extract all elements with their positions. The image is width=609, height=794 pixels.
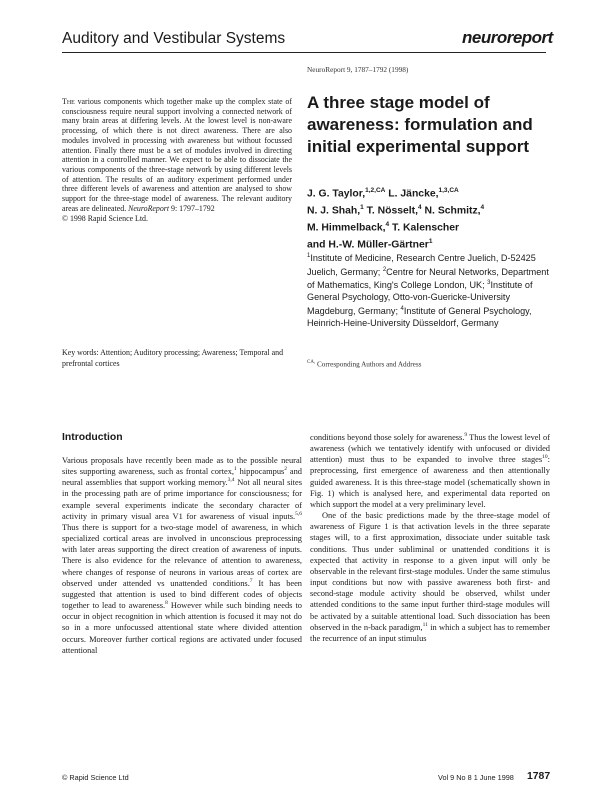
affil-sup: 2 [382,266,387,273]
text-run: Various proposals have recently been made as to the possible neural sites supporting awareness, such as frontal cortex, [62,456,302,477]
corresponding-text: Corresponding Authors and Address [315,360,422,369]
author: N. Schmitz, [421,205,481,217]
abstract-ref-tail: 9: 1797–1792 [169,203,215,213]
abstract [62,97,292,223]
keywords-text: Attention; Auditory processing; Awareness; Temporal and prefrontal cortices [62,348,284,368]
text-run: Thus the lowest level of awareness (which we tentatively identify with unfocused or divided attention) must thus to be expanded to involve three stages [310,433,550,465]
text-run: : preprocessing, first emergence of awareness and then attentionally guided awareness. It is this three-stage model (schematically shown in Fig. 1) which is analysed here, and experimental data reported on which support the model at a very preliminary level. [310,455,550,509]
corresponding-note [307,360,421,368]
author-affil-sup: 4 [480,203,485,211]
citation-sup: 7 [249,577,253,584]
text-run: Thus there is support for a two-stage model of awareness, in which specialized cortical areas are involved in unconscious preprocessing with later areas supporting the direct creation of awareness of inputs. There is also evidence for the relevance of attention to awareness, where changes of response of neurons in various areas of cortex are observed under attended vs unattended conditions. [62,522,302,588]
author: L. Jäncke, [385,188,439,200]
citation: NeuroReport 9, 1787–1792 (1998) [307,65,409,74]
affiliation: Institute of General Psychology, Heinrich-Heine-University Düsseldorf, Germany [307,305,532,328]
author: and H.-W. Müller-Gärtner [307,239,429,251]
abstract-lead: The [62,97,75,106]
paragraph [310,432,550,510]
affiliation: Institute of General Psychology, Otto-von-Guericke-University Magdeburg, Germany; [307,280,533,316]
article-title: A three stage model of awareness: formulation and initial experimental support [307,93,533,156]
affil-sup: 4 [400,305,404,312]
abstract-journal-ref: NeuroReport [128,203,170,213]
text-run: It has been suggested that attention is used to bind different codes of objects together to lead to awareness. [62,578,302,611]
text-run: and neural assemblies that support working memory. [62,467,302,488]
affiliation: Centre for Neural Networks, Department of Mathematics, King's College London, UK; [307,266,549,291]
text-run: Not all neural sites in the processing path are of prime importance for consciousness; for example several experiments indicate the secondary character of activity in primary visual area V1 for awareness of visual inputs. [62,478,302,521]
author: T. Nösselt, [363,205,419,217]
author: T. Kalenscher [389,222,460,234]
citation-sup: 9 [464,432,468,439]
citation-sup: 1 [234,466,237,473]
text-run: One of the basic predictions made by the three-stage model of awareness of Figure 1 is that activation levels in the three separate stages will, to a first approximation, dissociate under suitable task conditions. Thus under subliminal or unattended conditions it is expected that activity in response to a given input will only be observable in the relevant first-stage modules. Under the same stimulus input conditions but now with passive awareness both first- and second-stage module activity should be observed, whilst under attended conditions to the same input further third-stage modules will be activated by a suitable attentional load. Such dissociation has been observed in the n-back paradigm, [310,511,550,632]
keywords [62,348,292,369]
section-header: Auditory and Vestibular Systems [62,30,286,47]
text-run: However while such binding needs to occur in object recognition in which attention is focused it may not do so in a more unfocussed attentional state where divided attention occurs. Moreover further cortical regions are activated under focused attentional [62,601,302,655]
author-affil-sup: 1,2,CA [365,187,386,194]
text-run: conditions beyond those solely for awareness. [310,433,465,442]
citation-sup: 10 [542,454,548,461]
author-affil-sup: 1,3,CA [438,187,459,194]
journal-logo: neuroreport [462,28,553,47]
citation-sup: 5,6 [295,510,302,517]
affiliations [307,251,552,329]
affil-sup: 1 [307,253,311,259]
affiliation: Institute of Medicine, Research Centre Juelich, D-52425 Juelich, Germany; [307,253,536,277]
body-column-right [310,432,550,644]
footer-volume: Vol 9 No 8 1 June 1998 [438,773,514,782]
citation-sup: 8 [165,600,168,607]
author-affil-sup: 4 [418,203,422,211]
author: N. J. Shah, [307,205,361,217]
citation-sup: 2 [284,466,288,473]
citation-sup: 3,4 [227,477,235,484]
author: J. G. Taylor, [307,188,366,200]
author-affil-sup: 1 [428,237,433,245]
citation-sup: 11 [422,621,428,628]
abstract-copyright: © 1998 Rapid Science Ltd. [62,213,148,223]
header-rule [62,52,546,53]
corresponding-sup: CA, [307,360,316,365]
author-affil-sup: 1 [360,203,364,211]
section-heading-introduction: Introduction [62,432,123,443]
affil-sup: 3 [487,280,491,287]
author-list [307,184,547,252]
text-run: hippocampus [236,467,285,477]
keywords-label: Key words: [62,348,99,357]
paragraph [62,455,302,656]
text-run: in which a subject has to remember the recurrence of an input stimulus [310,622,550,643]
body-column-left [62,455,302,656]
footer-copyright: © Rapid Science Ltd [62,773,129,782]
author: M. Himmelback, [307,222,386,234]
author-affil-sup: 4 [385,220,390,228]
abstract-text: various components which together make up the complex state of consciousness require neural support involving a connected network of many brain areas at differing levels. At the lowest level is non-aware processing, of which there is not direct awareness. There are also modules involved in processing with awareness but without focussed attention. Finally there must be a set of modules involved in directing attention in a controlled manner. We expect to be able to dissociate the various components of the three-stage network by using different levels of attention. The results of an auditory experiment performed under three different levels of awareness and attention are analysed to show support for the three-stage model of awareness. The relevant auditory areas are delineated. [62,97,292,213]
page-number: 1787 [527,771,551,782]
paragraph [310,510,550,644]
